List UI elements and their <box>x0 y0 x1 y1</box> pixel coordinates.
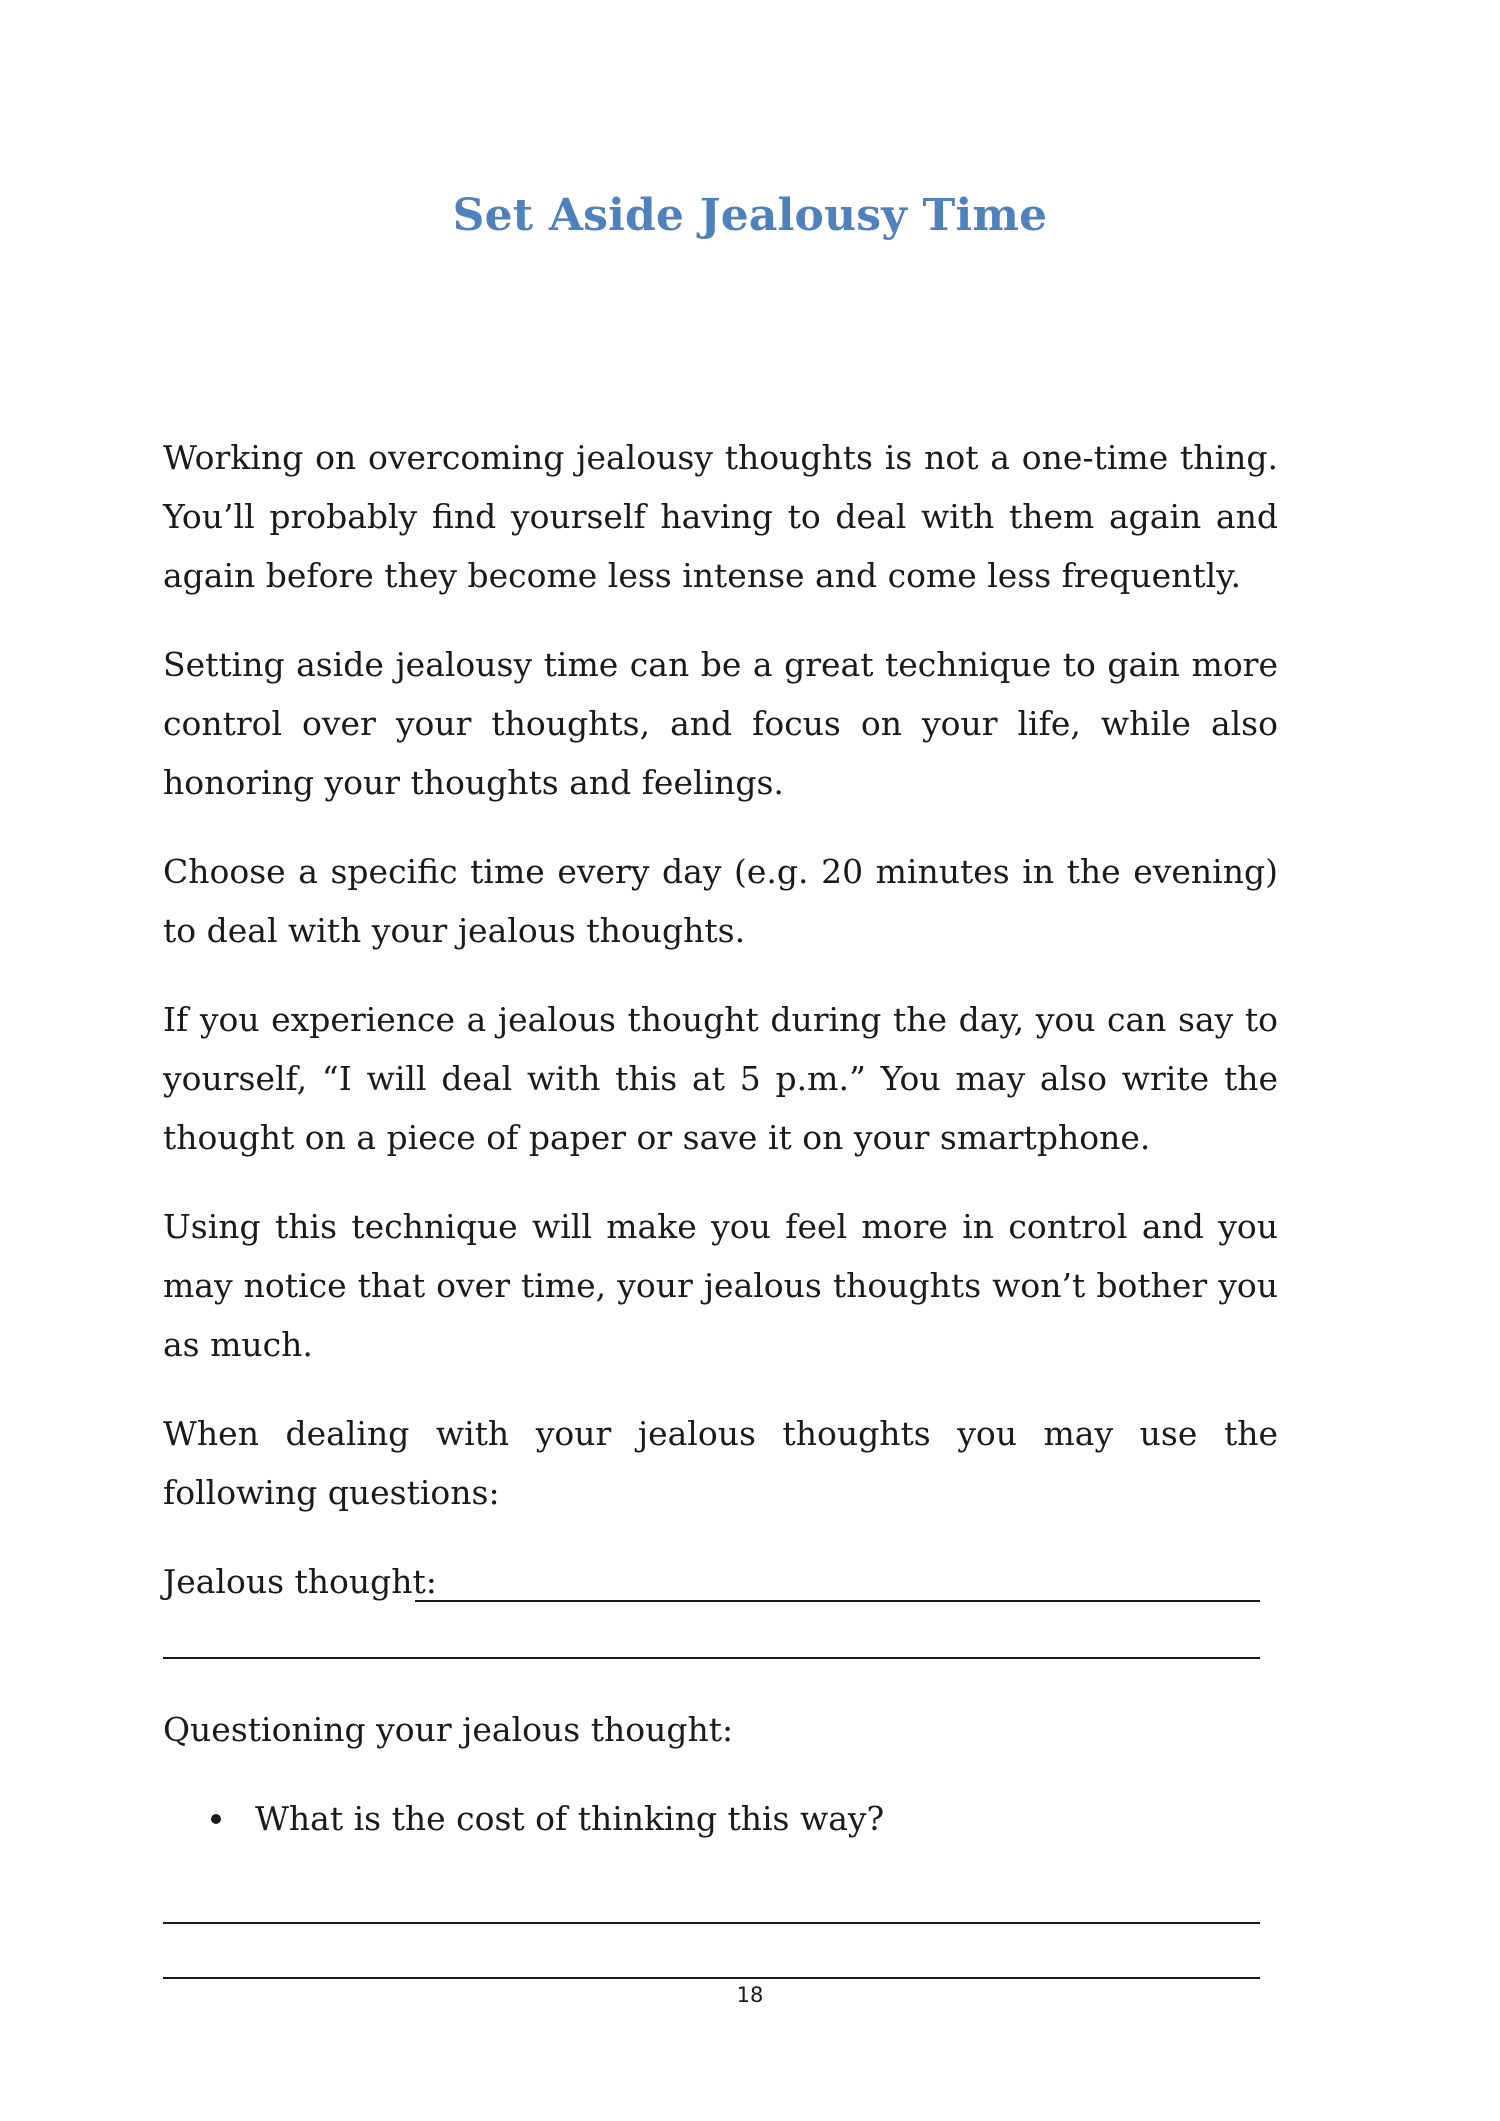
answer-row-1 <box>163 1878 1260 1933</box>
paragraph-5: Using this technique will make you feel more in control and you may notice that over time, your jealous thoughts won’t bother you as much. <box>163 1207 1278 1364</box>
questioning-label: Questioning your jealous thought: <box>163 1710 734 1749</box>
answer-row-2 <box>163 1933 1260 1988</box>
paragraph-6: When dealing with your jealous thoughts you may use the following questions: <box>163 1414 1278 1512</box>
jealous-thought-row <box>163 1552 1260 1611</box>
page-number: 18 <box>736 1983 764 2007</box>
paragraph-3: Choose a specific time every day (e.g. 20 minutes in the evening) to deal with your jealous thoughts. <box>163 852 1278 950</box>
questioning-row <box>163 1700 1260 1759</box>
list-item <box>163 1789 1278 1848</box>
bullet-text: What is the cost of thinking this way? <box>255 1799 885 1838</box>
jealous-thought-line-2 <box>163 1657 1260 1659</box>
body-text <box>163 428 1278 1988</box>
answer-line-2 <box>163 1977 1260 1979</box>
jealous-thought-line <box>415 1600 1260 1602</box>
jealous-thought-label: Jealous thought: <box>163 1562 437 1601</box>
jealous-thought-continuation-row <box>163 1611 1260 1670</box>
paragraph-1: Working on overcoming jealousy thoughts is not a one-time thing. You’ll probably find yourself having to deal with them again and again before they become less intense and come less frequently. <box>163 438 1278 595</box>
answer-line-1 <box>163 1922 1260 1924</box>
paragraph-2: Setting aside jealousy time can be a great technique to gain more control over your thoughts, and focus on your life, while also honoring your thoughts and feelings. <box>163 645 1278 802</box>
bullet-icon <box>211 1814 221 1824</box>
page-title: Set Aside Jealousy Time <box>452 190 1048 241</box>
paragraph-4: If you experience a jealous thought during the day, you can say to yourself, “I will deal with this at 5 p.m.” You may also write the thought on a piece of paper or save it on your smartphone. <box>163 1000 1278 1157</box>
